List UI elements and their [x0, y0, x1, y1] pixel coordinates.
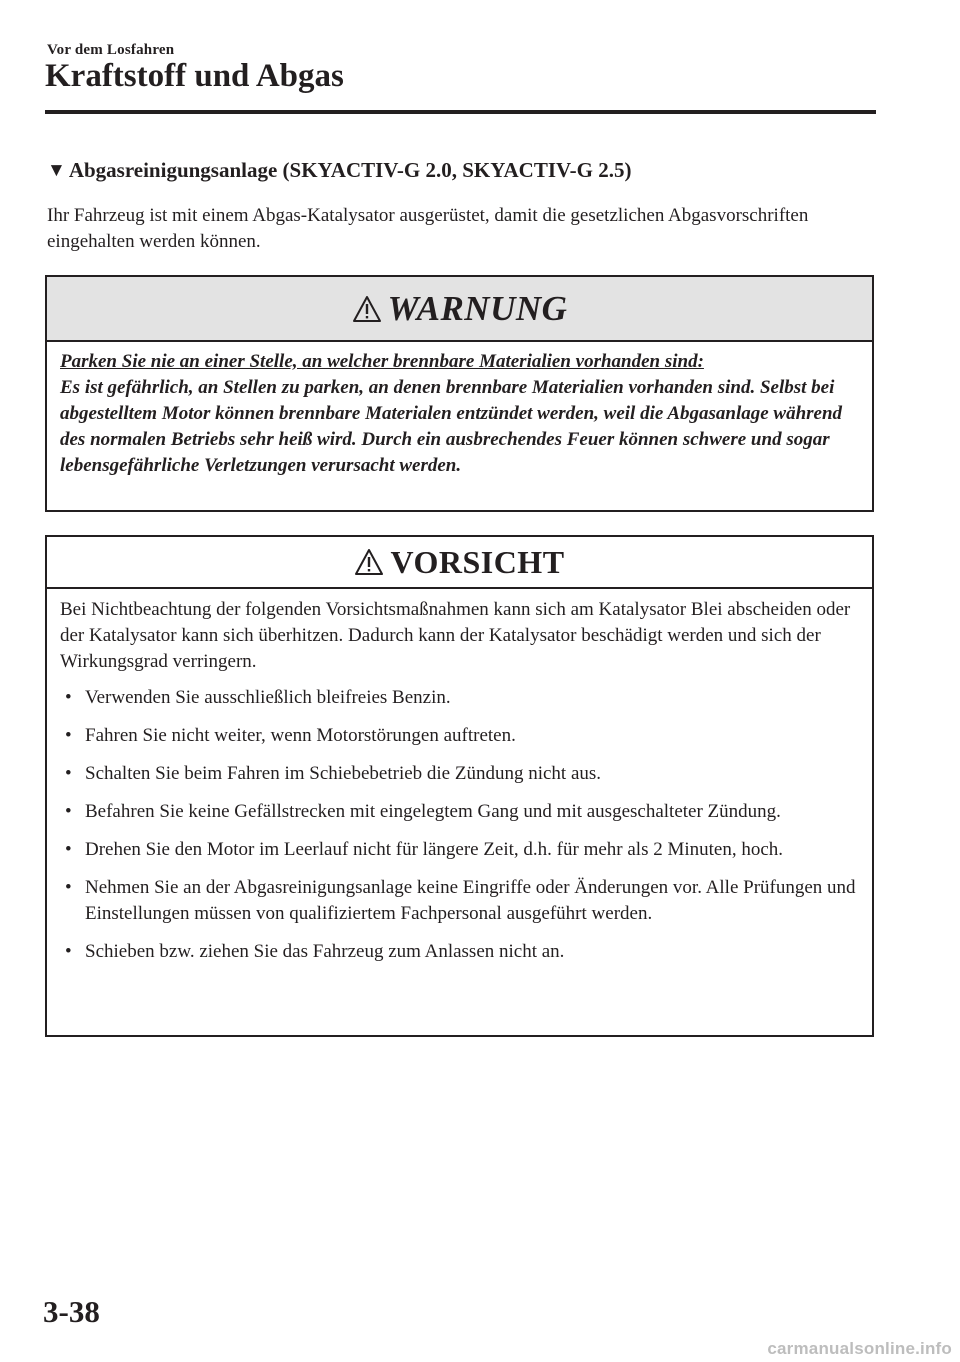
- bullet-icon: •: [65, 763, 72, 784]
- triangle-down-icon: ▼: [47, 160, 66, 181]
- list-item: [60, 723, 860, 749]
- list-item-text: Nehmen Sie an der Abgasreinigungsanlage keine Eingriffe oder Änderungen vor. Alle Prüfungen und Einstellungen müssen von qualifiziertem Fachpersonal ausgeführt werden.: [85, 877, 856, 924]
- warning-lead: Parken Sie nie an einer Stelle, an welcher brennbare Materialien vorhanden sind:: [60, 351, 704, 372]
- caution-box: [45, 535, 874, 1037]
- warning-title: WARNUNG: [387, 288, 568, 328]
- section-label: Vor dem Losfahren: [47, 42, 175, 58]
- list-item: [60, 761, 860, 787]
- list-item-text: Schalten Sie beim Fahren im Schiebebetrieb die Zündung nicht aus.: [85, 763, 602, 784]
- list-item-text: Verwenden Sie ausschließlich bleifreies Benzin.: [85, 687, 451, 708]
- page-number: 3-38: [43, 1294, 100, 1329]
- bullet-icon: •: [65, 839, 72, 860]
- list-item-text: Befahren Sie keine Gefällstrecken mit eingelegtem Gang und mit ausgeschalteter Zündung.: [85, 801, 781, 822]
- caution-title: VORSICHT: [390, 543, 565, 580]
- bullet-icon: •: [65, 687, 72, 708]
- subheading: [47, 158, 631, 183]
- list-item: [60, 685, 860, 711]
- bullet-icon: •: [65, 941, 72, 962]
- warning-header: [47, 277, 872, 342]
- list-item: [60, 837, 860, 863]
- intro-paragraph: Ihr Fahrzeug ist mit einem Abgas-Katalysator ausgerüstet, damit die gesetzlichen Abgasvorschriften eingehalten werden können.: [47, 205, 809, 252]
- list-item-text: Drehen Sie den Motor im Leerlauf nicht für längere Zeit, d.h. für mehr als 2 Minuten, hoch.: [85, 839, 784, 860]
- bullet-icon: •: [65, 725, 72, 746]
- caution-intro: Bei Nichtbeachtung der folgenden Vorsichtsmaßnahmen kann sich am Katalysator Blei abscheiden oder der Katalysator kann sich überhitzen. Dadurch kann der Katalysator beschädigt werden und sich der Wirkungsgrad verringern.: [60, 599, 851, 672]
- warning-triangle-icon: [352, 295, 382, 323]
- list-item: [60, 939, 860, 965]
- chapter-title: Kraftstoff und Abgas: [45, 58, 344, 94]
- caution-header: [47, 537, 872, 589]
- watermark: carmanualsonline.info: [767, 1339, 952, 1358]
- warning-text: Es ist gefährlich, an Stellen zu parken, an denen brennbare Materialien vorhanden sind. Selbst bei abgestelltem Motor können brennbare Materialen entzündet werden, weil die Abgasanlage während des normalen Betriebs sehr heiß wird. Durch ein ausbrechendes Feuer können schwere und sogar lebensgefährliche Verletzungen verursacht werden.: [60, 377, 843, 476]
- list-item-text: Fahren Sie nicht weiter, wenn Motorstörungen auftreten.: [85, 725, 516, 746]
- subheading-text: Abgasreinigungsanlage (SKYACTIV-G 2.0, SKYACTIV-G 2.5): [68, 158, 632, 182]
- warning-triangle-icon: [354, 548, 384, 576]
- bullet-icon: •: [65, 801, 72, 822]
- caution-body: [47, 589, 872, 965]
- warning-body: [47, 342, 872, 479]
- header-rule: [45, 110, 876, 114]
- list-item: [60, 875, 860, 927]
- list-item: [60, 799, 860, 825]
- bullet-icon: •: [65, 877, 72, 898]
- warning-box: [45, 275, 874, 512]
- list-item-text: Schieben bzw. ziehen Sie das Fahrzeug zum Anlassen nicht an.: [85, 941, 565, 962]
- caution-list: [60, 685, 860, 965]
